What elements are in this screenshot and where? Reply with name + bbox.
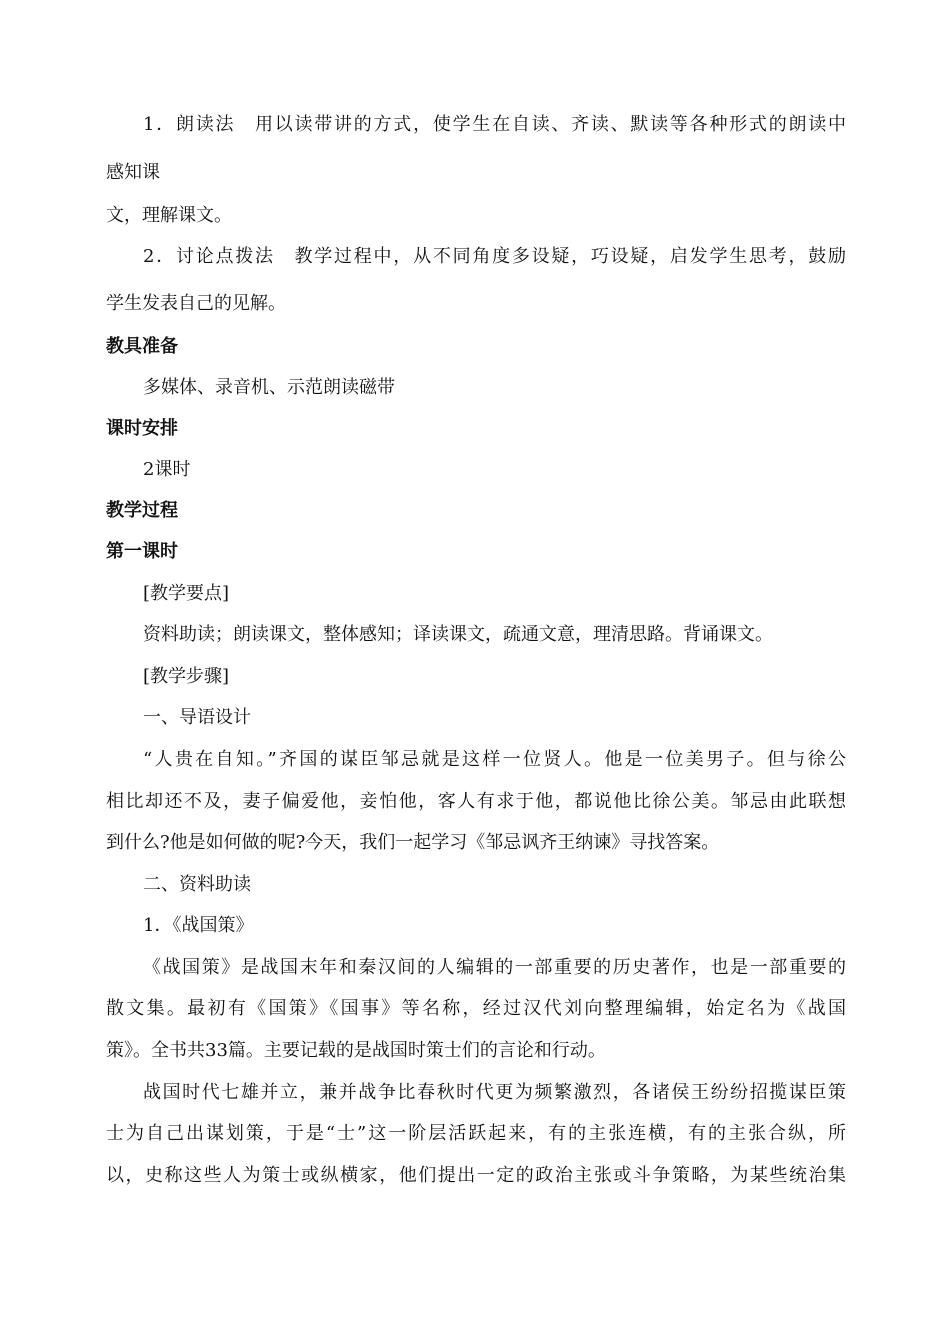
method-1-line-3: 文，理解课文。 [106,205,232,226]
intro-line-2: 相比却还不及，妻子偏爱他，妾怕他，客人有求于他，都说他比徐公美。邹忌由此联想 [106,791,846,812]
zgc-para-2-line-2: 士为自己出谋划策，于是“士”这一阶层活跃起来，有的主张连横，有的主张合纵，所 [106,1123,846,1144]
process-heading: 教学过程 [106,500,178,521]
sub-1-title: 1．《战国策》 [143,915,254,936]
zgc-para-1-line-3: 策》。全书共33篇。主要记载的是战国时策士们的言论和行动。 [106,1040,606,1061]
key-points-label: [教学要点] [143,583,230,604]
method-2-line-1: 2．讨论点拨法 教学过程中，从不同角度多设疑，巧设疑，启发学生思考，鼓励 [143,246,846,267]
lesson-1-heading: 第一课时 [106,541,178,562]
zgc-para-1-line-1: 《战国策》是战国末年和秦汉间的人编辑的一部重要的历史著作，也是一部重要的 [143,957,846,978]
step-1-title: 一、导语设计 [143,707,251,728]
tools-heading: 教具准备 [106,336,178,357]
schedule-text: 2课时 [143,459,191,480]
method-1-line-1: 1．朗读法 用以读带讲的方式，使学生在自读、齐读、默读等各种形式的朗读中 [143,114,846,135]
zgc-para-1-line-2: 散文集。最初有《国策》《国事》等名称，经过汉代刘向整理编辑，始定名为《战国 [106,998,846,1019]
step-2-title: 二、资料助读 [143,874,251,895]
intro-line-3: 到什么?他是如何做的呢?今天，我们一起学习《邹忌讽齐王纳谏》寻找答案。 [106,832,720,853]
zgc-para-2-line-3: 以，史称这些人为策士或纵横家，他们提出一定的政治主张或斗争策略，为某些统治集 [106,1165,846,1186]
key-points-text: 资料助读；朗读课文，整体感知；译读课文，疏通文意，理清思路。背诵课文。 [143,624,773,645]
tools-text: 多媒体、录音机、示范朗读磁带 [143,377,395,398]
schedule-heading: 课时安排 [106,418,178,439]
intro-line-1: “人贵在自知。”齐国的谋臣邹忌就是这样一位贤人。他是一位美男子。但与徐公 [143,749,846,770]
method-1-line-2: 感知课 [106,162,160,183]
steps-label: [教学步骤] [143,666,230,687]
zgc-para-2-line-1: 战国时代七雄并立，兼并战争比春秋时代更为频繁激烈，各诸侯王纷纷招揽谋臣策 [143,1082,846,1103]
method-2-line-2: 学生发表自己的见解。 [106,293,286,314]
